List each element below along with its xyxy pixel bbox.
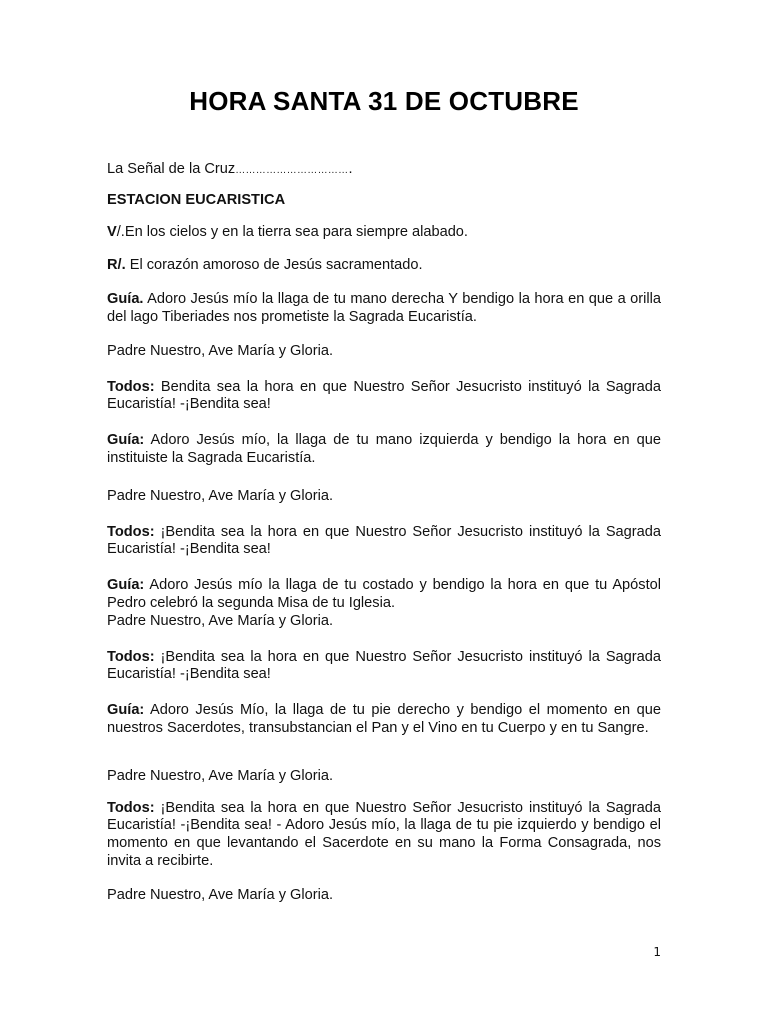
- padre-nuestro-2: Padre Nuestro, Ave María y Gloria.: [107, 487, 334, 504]
- padre-nuestro-5: Padre Nuestro, Ave María y Gloria.: [107, 886, 334, 903]
- padre-nuestro-1: Padre Nuestro, Ave María y Gloria.: [107, 342, 334, 359]
- todos-paragraph-2: Todos: ¡Bendita sea la hora en que Nuestro Señor Jesucristo instituyó la Sagrada Eucaristía! -¡Bendita sea!: [107, 523, 661, 558]
- section-heading: ESTACION EUCARISTICA: [107, 191, 286, 208]
- todos-paragraph-4: Todos: ¡Bendita sea la hora en que Nuestro Señor Jesucristo instituyó la Sagrada Eucaristía! -¡Bendita sea! - Adoro Jesús mío, la llaga de tu pie izquierdo y bendigo el momento en que levantando el Sacerdote en su mano la Forma Consagrada, nos invita a recibirte.: [107, 799, 661, 869]
- page-title: HORA SANTA 31 DE OCTUBRE: [189, 86, 579, 116]
- padre-nuestro-3: Padre Nuestro, Ave María y Gloria.: [107, 612, 334, 629]
- guia-paragraph-4: Guía: Adoro Jesús Mío, la llaga de tu pie derecho y bendigo el momento en que nuestros Sacerdotes, transubstancian el Pan y el Vino en tu Cuerpo y en tu Sangre.: [107, 702, 661, 736]
- response: R/. El corazón amoroso de Jesús sacramentado.: [107, 257, 423, 274]
- todos-paragraph-1: Todos: Bendita sea la hora en que Nuestro Señor Jesucristo instituyó la Sagrada Eucaristía! -¡Bendita sea!: [107, 378, 661, 413]
- guia-paragraph-3: Guía: Adoro Jesús mío la llaga de tu costado y bendigo la hora en que tu Apóstol Pedro celebró la segunda Misa de tu Iglesia.: [107, 577, 661, 611]
- leader-dots: ……………………………: [235, 165, 349, 176]
- guia-paragraph-1: Guía. Adoro Jesús mío la llaga de tu mano derecha Y bendigo la hora en que a orilla del lago Tiberiades nos prometiste la Sagrada Eucaristía.: [107, 291, 661, 325]
- versicle: V/.En los cielos y en la tierra sea para siempre alabado.: [107, 223, 468, 240]
- document-body: [107, 161, 661, 905]
- page-number: 1: [653, 945, 661, 959]
- todos-paragraph-3: Todos: ¡Bendita sea la hora en que Nuestro Señor Jesucristo instituyó la Sagrada Eucaristía! -¡Bendita sea!: [107, 648, 661, 683]
- guia-paragraph-2: Guía: Adoro Jesús mío, la llaga de tu mano izquierda y bendigo la hora en que instituiste la Sagrada Eucaristía.: [107, 432, 661, 466]
- padre-nuestro-4: Padre Nuestro, Ave María y Gloria.: [107, 767, 334, 784]
- senal-de-la-cruz: La Señal de la Cruz…………………………….: [107, 161, 353, 177]
